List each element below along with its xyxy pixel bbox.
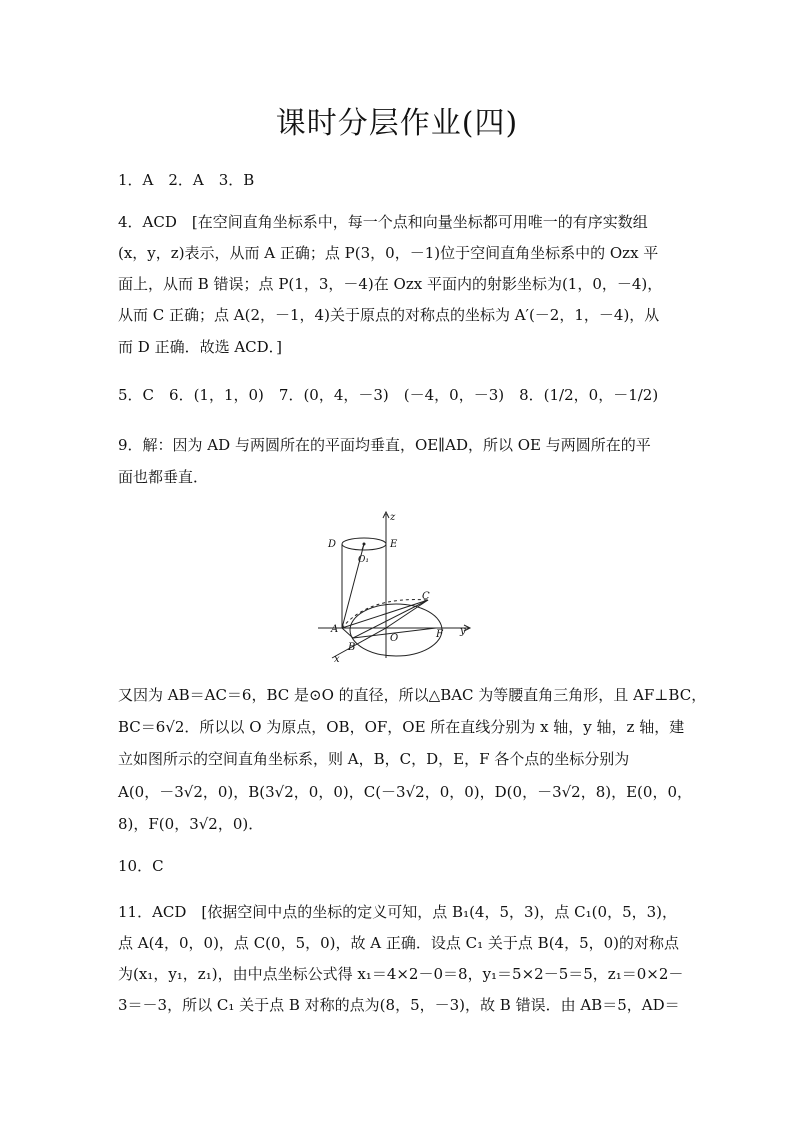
answer-line-15: 10．C (118, 857, 164, 875)
answer-line-5: 从而 C 正确；点 A(2，－1，4)关于原点的对称点的坐标为 A′(－2，1，－4)，从 (118, 306, 660, 324)
answer-line-19: 3＝－3，所以 C₁ 关于点 B 对称的点为(8，5，－3)，故 B 错误．由 AB＝5，AD＝ (118, 996, 680, 1014)
answer-line-12: 立如图所示的空间直角坐标系，则 A，B，C，D，E，F 各个点的坐标分别为 (118, 750, 630, 768)
label-z: z (390, 512, 396, 523)
answer-line-16: 11．ACD [依据空间中点的坐标的定义可知，点 B₁(4，5，3)，点 C₁(0，5，3)， (118, 903, 678, 921)
answer-line-13: A(0，－3√2，0)，B(3√2，0，0)，C(－3√2，0，0)，D(0，－3√2，8)，E(0，0， (118, 783, 692, 801)
label-F: F (436, 629, 443, 640)
answer-line-8: 9．解：因为 AD 与两圆所在的平面均垂直，OE∥AD，所以 OE 与两圆所在的平 (118, 436, 651, 454)
answer-line-9: 面也都垂直． (118, 468, 209, 486)
answer-line-10: 又因为 AB＝AC＝6，BC 是⊙O 的直径，所以△BAC 为等腰直角三角形，且 AF⊥BC， (118, 686, 707, 704)
label-O: O (390, 633, 399, 644)
label-x: x (334, 654, 340, 663)
answer-line-14: 8)，F(0，3√2，0)． (118, 815, 264, 833)
answer-line-18: 为(x₁，y₁，z₁)，由中点坐标公式得 x₁＝4×2－0＝8，y₁＝5×2－5＝5，z₁＝0×2－ (118, 965, 684, 983)
label-D: D (328, 539, 337, 550)
answer-line-2: 4．ACD [在空间直角坐标系中，每一个点和向量坐标都可用唯一的有序实数组 (118, 213, 648, 231)
answer-line-3: (x，y，z)表示，从而 A 正确；点 P(3，0，－1)位于空间直角坐标系中的 Ozx 平 (118, 244, 659, 262)
answer-line-4: 面上，从而 B 错误；点 P(1，3，－4)在 Ozx 平面内的射影坐标为(1，0，－4)， (118, 275, 663, 293)
answer-line-7: 5．C 6．(1，1，0) 7．(0，4，－3) (－4，0，－3) 8．(1/2，0，－1/2) (118, 386, 659, 404)
label-O1: O₁ (358, 555, 369, 565)
page-title: 课时分层作业(四) (275, 106, 519, 141)
label-A: A (331, 624, 339, 635)
answer-line-1: 1．A 2．A 3．B (118, 171, 255, 189)
answer-line-11: BC＝6√2．所以以 O 为原点，OB，OF，OE 所在直线分别为 x 轴，y 轴，z 轴，建 (118, 718, 685, 736)
answer-line-6: 而 D 正确．故选 ACD．] (118, 338, 283, 356)
geometry-figure (318, 508, 478, 663)
label-B: B (348, 642, 356, 653)
label-C: C (422, 591, 430, 602)
answer-line-17: 点 A(4，0，0)，点 C(0，5，0)，故 A 正确．设点 C₁ 关于点 B(4，5，0)的对称点 (118, 934, 680, 952)
label-E: E (390, 539, 398, 550)
label-y: y (460, 626, 466, 637)
